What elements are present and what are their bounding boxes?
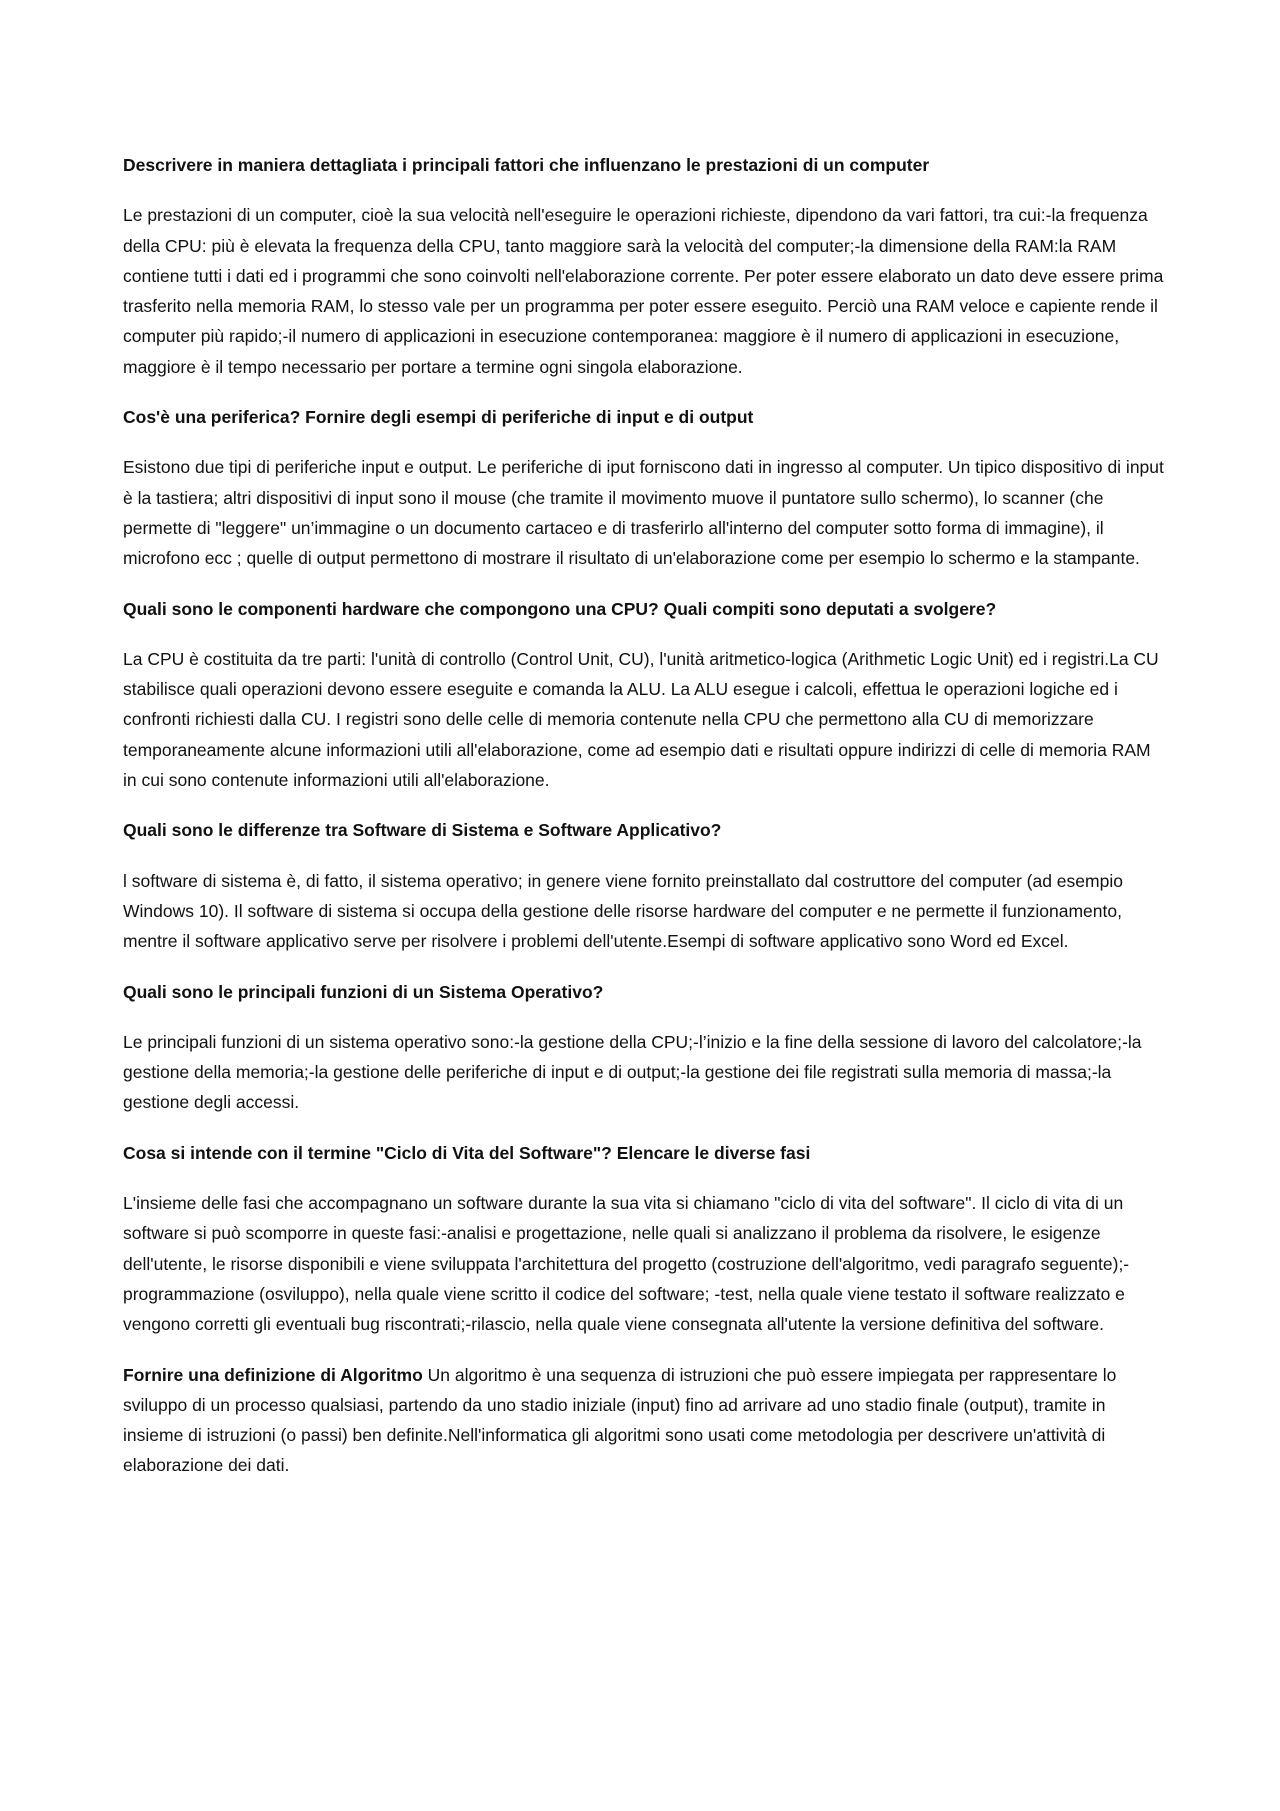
final-question-heading: Fornire una definizione di Algoritmo xyxy=(123,1364,423,1385)
answer-paragraph: Le prestazioni di un computer, cioè la sua velocità nell'eseguire le operazioni richieste, dipendono da vari fattori, tra cui:-la frequenza della CPU: più è elevata la frequenza della CPU, tanto maggiore sarà la velocità del computer;-la dimensione della RAM:la RAM contiene tutti i dati ed i programmi che sono coinvolti nell'elaborazione corrente. Per poter essere elaborato un dato deve essere prima trasferito nella memoria RAM, lo stesso vale per un programma per poter essere eseguito. Perciò una RAM veloce e capiente rende il computer più rapido;-il numero di applicazioni in esecuzione contemporanea: maggiore è il numero di applicazioni in esecuzione, maggiore è il tempo necessario per portare a termine ogni singola elaborazione. xyxy=(123,205,1164,377)
question-heading: Descrivere in maniera dettagliata i principali fattori che influenzano le prestazioni di un computer xyxy=(123,155,930,175)
question-heading: Quali sono le principali funzioni di un Sistema Operativo? xyxy=(123,981,604,1002)
answer-paragraph: l software di sistema è, di fatto, il sistema operativo; in genere viene fornito preinstallato dal costruttore del computer (ad esempio Windows 10). Il software di sistema si occupa della gestione delle risorse hardware del computer e ne permette il funzionamento, mentre il software applicativo serve per risolvere i problemi dell'utente.Esempi di software applicativo sono Word ed Excel. xyxy=(123,870,1123,952)
answer-paragraph: L'insieme delle fasi che accompagnano un software durante la sua vita si chiamano "ciclo di vita del software". Il ciclo di vita di un software si può scomporre in queste fasi:-analisi e progettazione, nelle quali si analizzano il problema da risolvere, le esigenze dell'utente, le risorse disponibili e viene sviluppata l'architettura del progetto (costruzione dell'algoritmo, vedi paragrafo seguente);-programmazione (osviluppo), nella quale viene scritto il codice del software; -test, nella quale viene testato il software realizzato e vengono corretti gli eventuali bug riscontrati;-rilascio, nella quale viene consegnata all'utente la versione definitiva del software. xyxy=(123,1193,1130,1335)
final-answer-text: Un algoritmo è una sequenza di istruzioni che può essere impiegata per rappresentare lo sviluppo di un processo qualsiasi, partendo da uno stadio iniziale (input) fino ad arrivare ad uno stadio finale (output), tramite in insieme di istruzioni (o passi) ben definite.Nell'informatica gli algoritmi sono usati come metodologia per descrivere un'attività di elaborazione dei dati. xyxy=(123,1364,1117,1476)
document-page xyxy=(123,150,1168,1501)
question-heading: Cos'è una periferica? Fornire degli esempi di periferiche di input e di output xyxy=(123,407,754,428)
answer-paragraph: Esistono due tipi di periferiche input e output. Le periferiche di iput forniscono dati in ingresso al computer. Un tipico dispositivo di input è la tastiera; altri dispositivi di input sono il mouse (che tramite il movimento muove il puntatore sullo schermo), lo scanner (che permette di "leggere" un’immagine o un documento cartaceo e di trasferirlo all'interno del computer sotto forma di immagine), il microfono ecc ; quelle di output permettono di mostrare il risultato di un'elaborazione come per esempio lo schermo e la stampante. xyxy=(123,457,1164,569)
question-heading: Quali sono le componenti hardware che compongono una CPU? Quali compiti sono deputati a svolgere? xyxy=(123,598,997,619)
final-paragraph xyxy=(123,1360,1168,1481)
question-heading: Quali sono le differenze tra Software di Sistema e Software Applicativo? xyxy=(123,820,722,841)
answer-paragraph: Le principali funzioni di un sistema operativo sono:-la gestione della CPU;-l’inizio e la fine della sessione di lavoro del calcolatore;-la gestione della memoria;-la gestione delle periferiche di input e di output;-la gestione dei file registrati sulla memoria di massa;-la gestione degli accessi. xyxy=(123,1031,1142,1113)
answer-paragraph: La CPU è costituita da tre parti: l'unità di controllo (Control Unit, CU), l'unità aritmetico-logica (Arithmetic Logic Unit) ed i registri.La CU stabilisce quali operazioni devono essere eseguite e comanda la ALU. La ALU esegue i calcoli, effettua le operazioni logiche ed i confronti richiesti dalla CU. I registri sono delle celle di memoria contenute nella CPU che permettono alla CU di memorizzare temporaneamente alcune informazioni utili all'elaborazione, come ad esempio dati e risultati oppure indirizzi di celle di memoria RAM in cui sono contenute informazioni utili all'elaborazione. xyxy=(123,648,1159,791)
question-heading: Cosa si intende con il termine "Ciclo di Vita del Software"? Elencare le diverse fasi xyxy=(123,1142,811,1163)
